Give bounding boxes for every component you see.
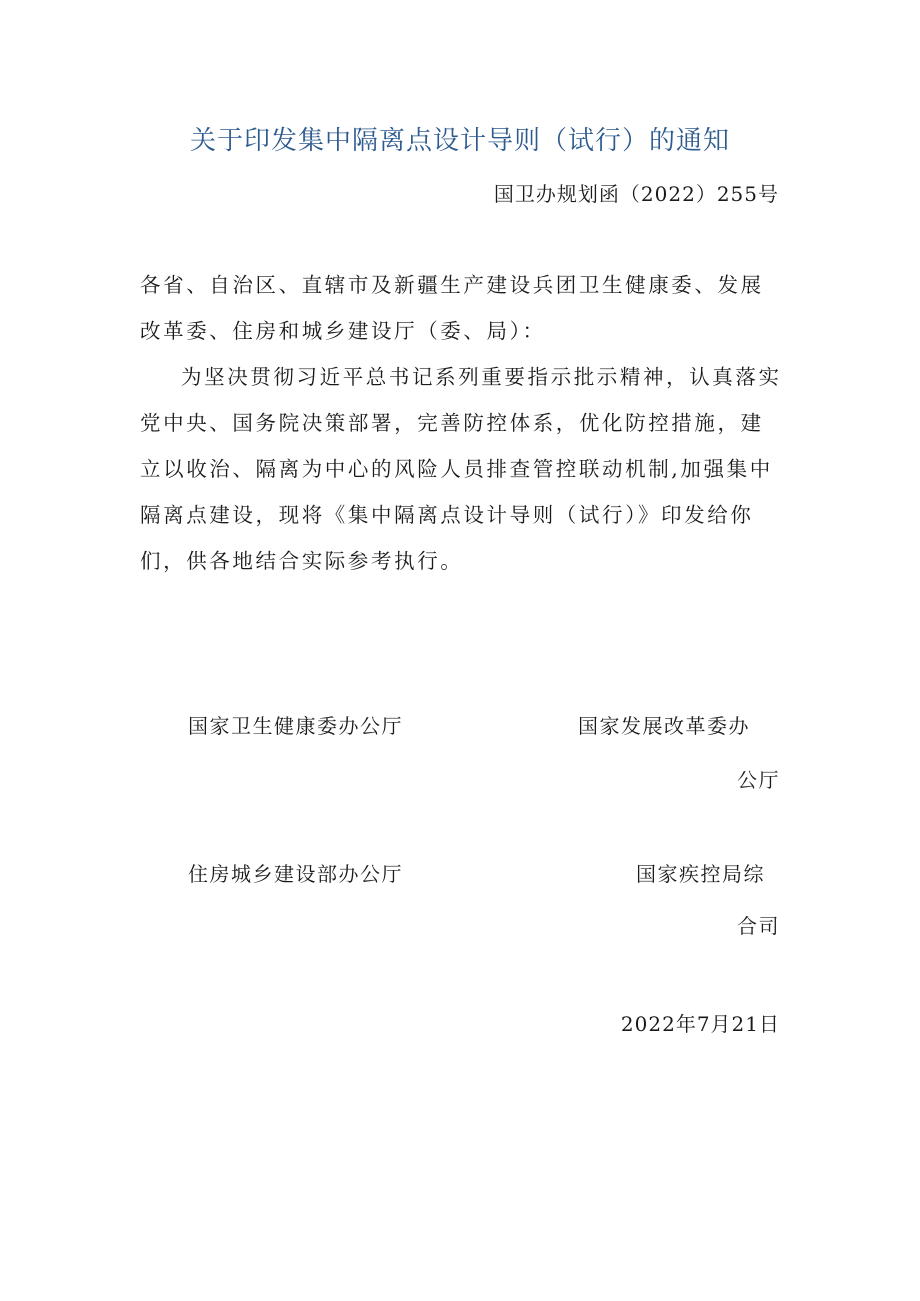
document-number: 国卫办规划函（2022）255号 (493, 182, 779, 206)
signatory-health-commission: 国家卫生健康委办公厅 (188, 714, 403, 738)
document-body (140, 262, 784, 584)
signatory-cdc-line2: 合司 (737, 914, 780, 938)
document-date: 2022年7月21日 (620, 1012, 780, 1036)
signatory-ndrc-line2: 公厅 (737, 768, 780, 792)
signatory-housing-ministry: 住房城乡建设部办公厅 (188, 862, 403, 886)
signatory-cdc-line1: 国家疾控局综 (636, 862, 765, 886)
salutation: 各省、自治区、直辖市及新疆生产建设兵团卫生健康委、发展改革委、住房和城乡建设厅（委、局）： (140, 273, 764, 343)
main-paragraph: 为坚决贯彻习近平总书记系列重要指示批示精神，认真落实党中央、国务院决策部署，完善防控体系，优化防控措施，建立以收治、隔离为中心的风险人员排查管控联动机制,加强集中隔离点建设，现将《集中隔离点设计导则（试行）》印发给你们，供各地结合实际参考执行。 (140, 365, 782, 573)
signatory-ndrc-line1: 国家发展改革委办 (578, 714, 750, 738)
document-title: 关于印发集中隔离点设计导则（试行）的通知 (189, 126, 730, 156)
